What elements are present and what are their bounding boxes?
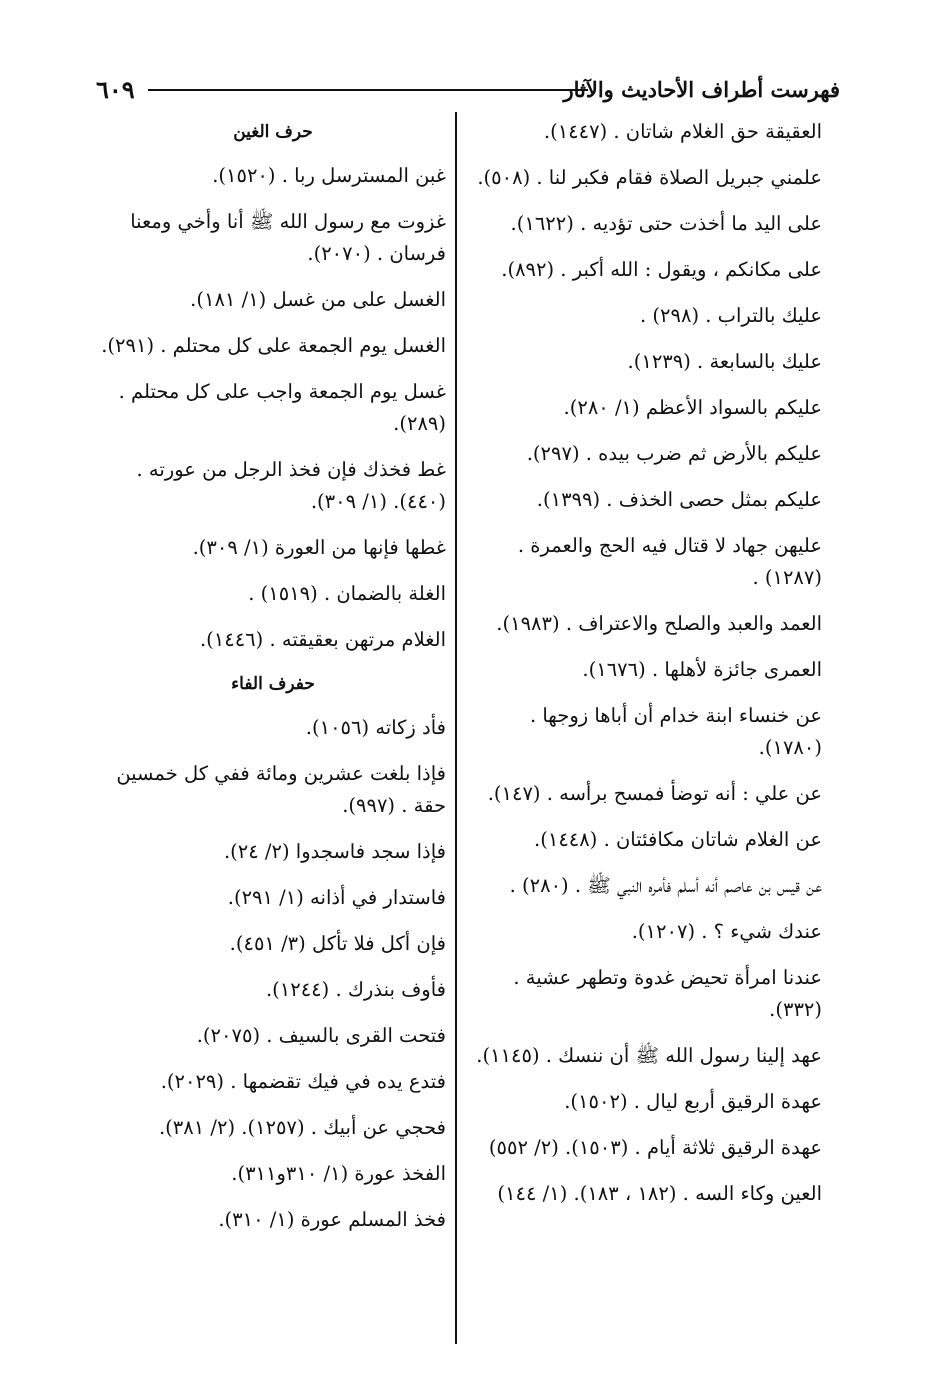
- index-entry: الغسل يوم الجمعة على كل محتلم . (٢٩١).: [101, 334, 446, 357]
- index-entry: عليكم بالأرض ثم ضرب بيده . (٢٩٧).: [526, 442, 822, 465]
- index-entry: غبن المسترسل ربا . (١٥٢٠).: [212, 164, 446, 187]
- page-number: ٦٠٩: [96, 75, 135, 104]
- index-entry: عن خنساء ابنة خدام أن أباها زوجها . (١٧٨٠).: [529, 704, 822, 759]
- index-entry: فاستدار في أذانه (١/ ٢٩١).: [227, 886, 446, 909]
- left-column: [100, 116, 446, 1250]
- column-divider: [455, 112, 457, 1344]
- index-entry: عليهن جهاد لا قتال فيه الحج والعمرة . (١٢٨٧) .: [517, 534, 822, 589]
- index-entry: على مكانكم ، ويقول : الله أكبر . (٨٩٢).: [501, 258, 822, 281]
- index-entry: الفخذ عورة (١/ ٣١٠و٣١١).: [231, 1162, 446, 1185]
- index-entry: فإذا بلغت عشرين ومائة ففي كل خمسين حقة . (٩٩٧).: [116, 762, 446, 817]
- page-header: [96, 72, 840, 108]
- right-column: [472, 116, 822, 1224]
- index-entry: فخذ المسلم عورة (١/ ٣١٠).: [218, 1208, 446, 1231]
- index-entry: فأد زكاته (١٠٥٦).: [305, 716, 446, 739]
- index-entry: الغسل على من غسل (١/ ١٨١).: [190, 288, 446, 311]
- index-entry: عهد إلينا رسول الله ﷺ أن ننسك . (١١٤٥).: [476, 1044, 822, 1067]
- index-entry: الغلام مرتهن بعقيقته . (١٤٤٦).: [199, 628, 446, 651]
- index-entry: عليكم بمثل حصى الخذف . (١٣٩٩).: [536, 488, 822, 511]
- index-entry: فحجي عن أبيك . (١٢٥٧). (٢/ ٣٨١).: [158, 1116, 446, 1139]
- running-title: فهرست أطراف الأحاديث والآثار: [563, 77, 840, 102]
- index-entry: عليكم بالسواد الأعظم (١/ ٢٨٠).: [563, 396, 822, 419]
- index-entry: العمد والعبد والصلح والاعتراف . (١٩٨٣).: [496, 612, 822, 635]
- index-entry: عن علي : أنه توضأ فمسح برأسه . (١٤٧).: [487, 782, 822, 805]
- index-entry: عهدة الرقيق أربع ليال . (١٥٠٢).: [564, 1090, 822, 1113]
- index-entry: فإذا سجد فاسجدوا (٢/ ٢٤).: [223, 840, 446, 863]
- index-entry: الغلة بالضمان . (١٥١٩) .: [248, 582, 446, 605]
- index-entry: فأوف بنذرك . (١٢٤٤).: [265, 978, 446, 1001]
- index-entry: عن الغلام شاتان مكافئتان . (١٤٤٨).: [534, 828, 822, 851]
- index-entry: فتحت القرى بالسيف . (٢٠٧٥).: [196, 1024, 446, 1047]
- index-entry: علمني جبريل الصلاة فقام فكبر لنا . (٥٠٨).: [477, 166, 822, 189]
- section-heading-faa: حفرف الفاء: [231, 674, 315, 694]
- index-entry: غسل يوم الجمعة واجب على كل محتلم . (٢٨٩).: [118, 380, 446, 435]
- section-heading-ghain: حرف الغين: [233, 122, 313, 142]
- index-entry: العمرى جائزة لأهلها . (١٦٧٦).: [582, 658, 822, 681]
- index-entry: عن قيس بن عاصم أنه أسلم فأمره النبي ﷺ . (٢٨٠) .: [509, 874, 822, 897]
- index-entry: غطها فإنها من العورة (١/ ٣٠٩).: [192, 536, 446, 559]
- index-entry: عندنا امرأة تحيض غدوة وتطهر عشية . (٣٣٢).: [513, 966, 822, 1021]
- index-entry: عليك بالسابعة . (١٢٣٩).: [627, 350, 822, 373]
- index-entry: العين وكاء السه . (١٨٢ ، ١٨٣). (١/ ١٤٤): [497, 1182, 822, 1205]
- index-entry: غزوت مع رسول الله ﷺ أنا وأخي ومعنا فرسان . (٢٠٧٠).: [130, 210, 446, 265]
- index-entry: عندك شيء ؟ . (١٢٠٧).: [631, 920, 822, 943]
- index-entry: غط فخذك فإن فخذ الرجل من عورته . (٤٤٠). (١/ ٣٠٩).: [136, 458, 446, 513]
- index-entry: فتدع يده في فيك تقضمها . (٢٠٢٩).: [160, 1070, 446, 1093]
- header-rule: [148, 89, 588, 91]
- index-entry: عليك بالتراب . (٢٩٨) .: [640, 304, 822, 327]
- index-entry: العقيقة حق الغلام شاتان . (١٤٤٧).: [543, 120, 822, 143]
- index-entry: فإن أكل فلا تأكل (٣/ ٤٥١).: [229, 932, 446, 955]
- index-entry: عهدة الرقيق ثلاثة أيام . (١٥٠٣). (٢/ ٥٥٢): [488, 1136, 822, 1159]
- index-entry: على اليد ما أخذت حتى تؤديه . (١٦٢٢).: [510, 212, 822, 235]
